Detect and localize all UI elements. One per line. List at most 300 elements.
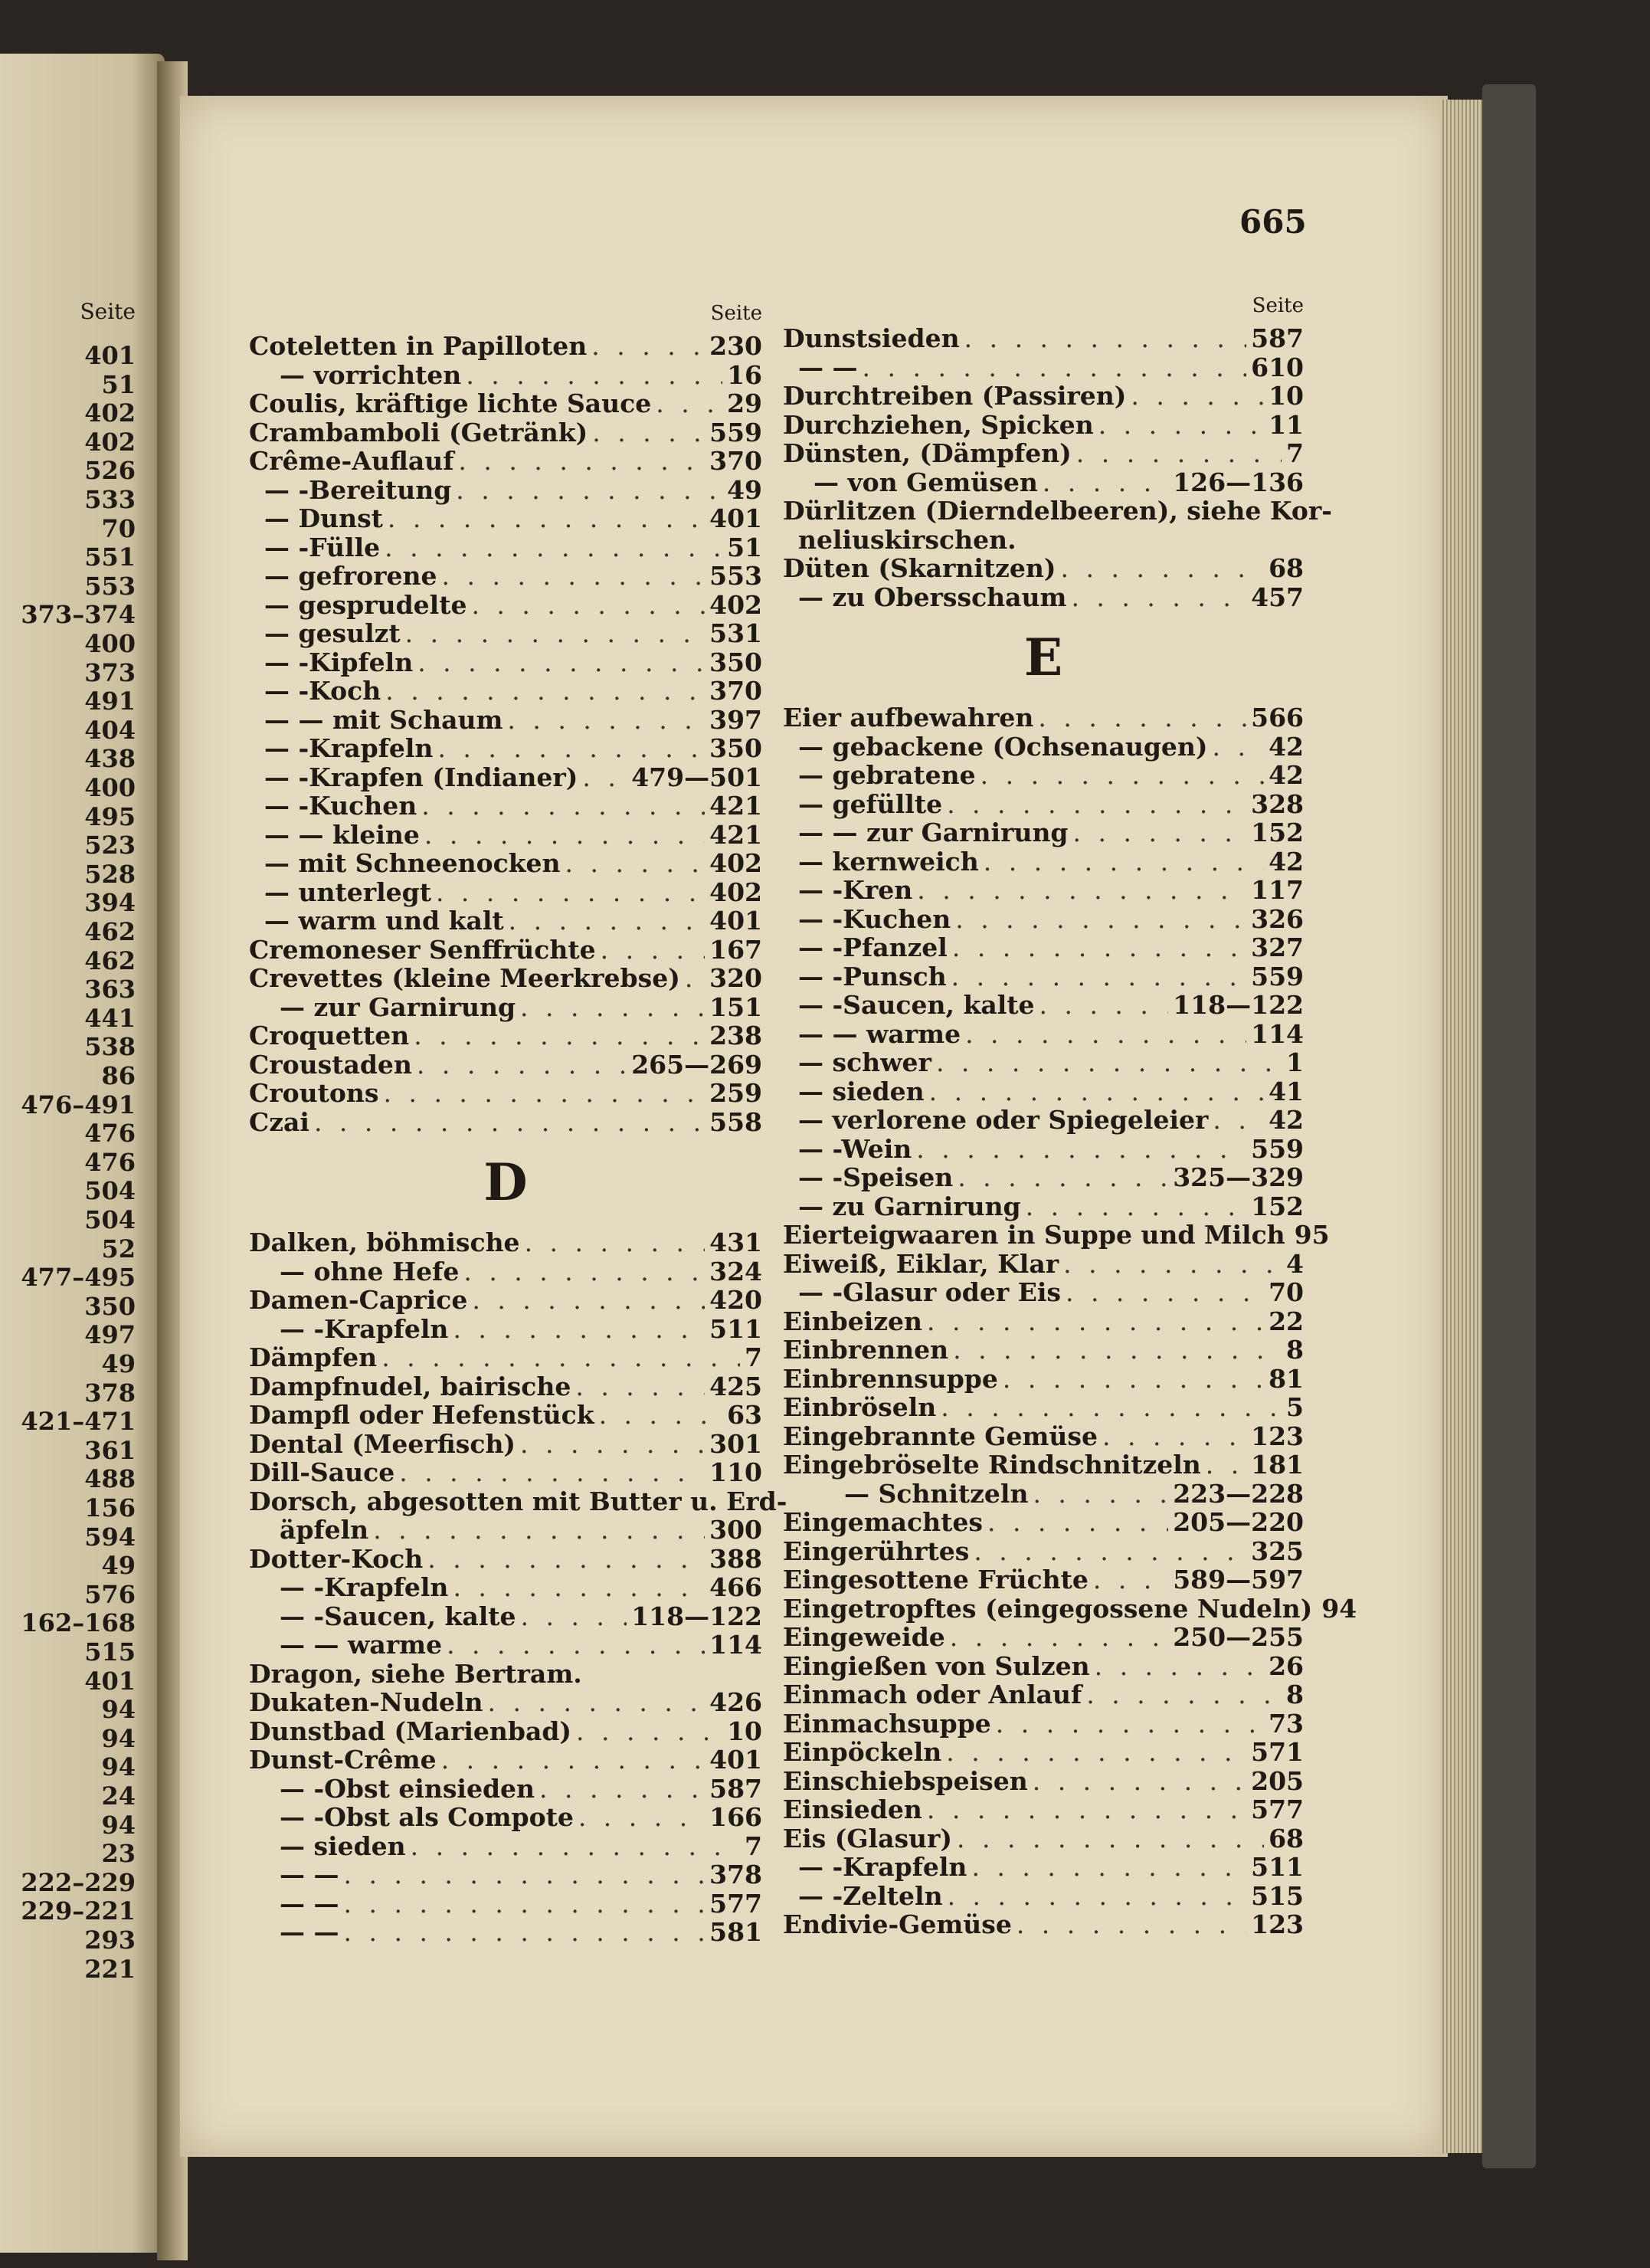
dot-leader (582, 763, 627, 792)
index-entry (249, 1286, 762, 1315)
column-header: Seite (1252, 294, 1304, 317)
dot-leader (971, 1853, 1246, 1882)
section-d-continued-entries (783, 323, 1332, 612)
left-page-number: 363 (84, 975, 136, 1005)
index-entry (783, 353, 1304, 382)
dot-leader (916, 1135, 1246, 1164)
entry-page: 587 (709, 1773, 762, 1804)
entry-label: Einbrennen (783, 1335, 949, 1365)
entry-page: 350 (709, 733, 762, 763)
index-entry (783, 554, 1304, 583)
entry-page: 420 (709, 1285, 762, 1315)
entry-page: 7 (745, 1830, 762, 1861)
entry-label: Dental (Meerfisch) (249, 1428, 516, 1459)
dot-leader (958, 1163, 1168, 1192)
left-page-header: Seite (80, 299, 136, 324)
left-page-number: 476–491 (21, 1090, 136, 1119)
entry-page: 152 (1251, 818, 1304, 847)
left-page-number: 162–168 (21, 1608, 136, 1638)
index-entry (249, 1717, 762, 1746)
dot-leader (436, 878, 705, 907)
dot-leader (1213, 1106, 1264, 1135)
dot-leader (456, 476, 722, 505)
index-entry (783, 1077, 1304, 1106)
dot-leader (1061, 554, 1265, 583)
dot-leader (463, 1257, 705, 1286)
entry-label: Dampfl oder Hefenstück (249, 1400, 594, 1430)
dot-leader (344, 1889, 706, 1919)
entry-page: 68 (1269, 553, 1304, 583)
index-entry (249, 1516, 762, 1545)
left-page-number: 293 (84, 1926, 136, 1955)
entry-page: 238 (709, 1021, 762, 1050)
dot-leader (1093, 1565, 1168, 1594)
index-entry (249, 389, 762, 418)
entry-page: 479—501 (631, 762, 762, 792)
index-entry (249, 1257, 762, 1286)
dot-leader (520, 1602, 627, 1631)
dot-leader (344, 1918, 706, 1947)
entry-page: 42 (1269, 846, 1304, 877)
entry-page: 402 (709, 848, 762, 878)
index-entry (249, 1545, 762, 1574)
entry-label: — — zur Garnirung (798, 818, 1069, 847)
index-entry (783, 1593, 1357, 1624)
entry-label: — sieden (798, 1076, 925, 1106)
left-page-number: 394 (84, 888, 136, 918)
entry-page: 559 (709, 417, 762, 447)
entry-page: 431 (709, 1227, 762, 1257)
entry-page: 401 (709, 906, 762, 936)
dot-leader (471, 591, 705, 620)
entry-page: 123 (1251, 1421, 1304, 1451)
index-entry (249, 1108, 762, 1137)
dot-leader (927, 1307, 1264, 1336)
entry-page: 167 (709, 934, 762, 965)
entry-label: Eiweiß, Eiklar, Klar (783, 1248, 1059, 1279)
entry-label: Dragon, siehe Bertram. (249, 1658, 582, 1689)
dot-leader (987, 1508, 1168, 1537)
entry-page: 457 (1251, 582, 1304, 612)
entry-page: 327 (1251, 932, 1304, 962)
dot-leader (941, 1393, 1282, 1422)
entry-page: 571 (1251, 1737, 1304, 1767)
dot-leader (488, 1688, 706, 1717)
left-page-number: 24 (101, 1781, 136, 1811)
entry-label: Einschiebspeisen (783, 1765, 1028, 1796)
entry-page: 205—220 (1173, 1507, 1304, 1537)
entry-page: 5 (1286, 1392, 1304, 1422)
index-entry (249, 418, 762, 447)
entry-page: 10 (727, 1716, 762, 1746)
entry-label: — -Krapfeln (280, 1572, 449, 1602)
left-page-number: 533 (84, 485, 136, 514)
entry-label: Durchziehen, Spicken (783, 409, 1094, 440)
entry-label: — -Kren (798, 875, 913, 905)
index-entry (249, 648, 762, 677)
entry-page: 118—122 (631, 1601, 762, 1631)
left-page-number: 504 (84, 1176, 136, 1206)
index-entry (783, 1393, 1304, 1422)
entry-label: Dämpfen (249, 1342, 378, 1372)
entry-label: — -Krapfen (Indianer) (264, 762, 578, 792)
index-entry (249, 878, 762, 907)
entry-label: Dorsch, abgesotten mit Butter u. Erd- (249, 1486, 787, 1516)
index-entry (249, 936, 762, 965)
index-entry (783, 1422, 1304, 1451)
entry-label: Eingemachtes (783, 1507, 983, 1537)
dot-leader (1033, 1767, 1246, 1796)
index-entry (249, 706, 762, 735)
entry-label: neliuskirschen. (798, 524, 1017, 555)
entry-label: Endivie-Gemüse (783, 1909, 1012, 1939)
index-entry (783, 962, 1304, 991)
index-entry (249, 677, 762, 706)
entry-label: — — mit Schaum (264, 704, 503, 735)
entry-label: Eingebröselte Rindschnitzeln (783, 1450, 1201, 1480)
entry-page: 320 (709, 963, 762, 993)
left-page-number: 438 (84, 744, 136, 774)
entry-page: 566 (1251, 703, 1304, 733)
entry-page: 181 (1251, 1450, 1304, 1480)
entry-label: Einpöckeln (783, 1737, 942, 1767)
entry-page: 42 (1269, 731, 1304, 762)
index-entry (783, 1135, 1304, 1164)
index-entry (783, 905, 1304, 934)
index-entry (249, 332, 762, 361)
index-entry (249, 1602, 762, 1631)
index-entry (783, 1307, 1304, 1336)
entry-label: Dunst-Crême (249, 1745, 437, 1775)
index-entry (249, 1486, 787, 1516)
dot-leader (1206, 1450, 1246, 1480)
entry-page: 402 (709, 589, 762, 620)
entry-label: — ohne Hefe (280, 1256, 460, 1286)
dot-leader (539, 1775, 705, 1804)
index-entry (249, 1745, 762, 1775)
index-entry (783, 1508, 1304, 1537)
index-entry (783, 1652, 1304, 1681)
dot-leader (411, 1832, 740, 1861)
dot-leader (1026, 1192, 1246, 1221)
left-page-number: 523 (84, 831, 136, 860)
index-entry (783, 1450, 1304, 1480)
index-entry (783, 761, 1304, 790)
dot-leader (1076, 439, 1282, 468)
entry-label: — zur Garnirung (280, 991, 516, 1022)
entry-label: Eis (Glasur) (783, 1823, 953, 1853)
entry-label: — -Punsch (798, 961, 947, 991)
index-entry (783, 1537, 1304, 1566)
index-entry (783, 583, 1304, 612)
entry-label: Eingebrannte Gemüse (783, 1421, 1098, 1451)
section-c-entries (249, 332, 762, 1136)
index-entry (249, 1372, 762, 1401)
left-page-number: 594 (84, 1522, 136, 1552)
dot-leader (863, 353, 1247, 382)
index-entry (783, 1738, 1304, 1767)
entry-label: — — (280, 1860, 339, 1889)
left-page-number: 51 (101, 369, 136, 399)
index-entry (783, 1910, 1304, 1939)
entry-page: 553 (709, 561, 762, 591)
entry-label: — -Fülle (264, 532, 381, 562)
index-entry (783, 496, 1332, 526)
entry-label: — zu Obersschaum (798, 582, 1067, 612)
entry-label: Einmach oder Anlauf (783, 1680, 1082, 1709)
index-entry (249, 1631, 762, 1660)
entry-label: Croustaden (249, 1049, 412, 1080)
entry-label: Dotter-Koch (249, 1543, 424, 1574)
dot-leader (1095, 1652, 1264, 1681)
section-letter-d: D (483, 1152, 528, 1212)
entry-label: Einbröseln (783, 1392, 937, 1422)
entry-label: Dampfnudel, bairische (249, 1371, 571, 1401)
index-entry (249, 1803, 762, 1832)
left-page-number: 94 (101, 1695, 136, 1725)
entry-page: 515 (1251, 1880, 1304, 1911)
index-entry (249, 792, 762, 821)
index-entry (783, 1192, 1304, 1221)
index-entry (249, 1660, 762, 1689)
index-entry (249, 1050, 762, 1080)
dot-leader (656, 389, 722, 418)
entry-page: 401 (709, 1745, 762, 1775)
index-entry (783, 1250, 1304, 1279)
left-page-number: 576 (84, 1579, 136, 1609)
entry-page: 73 (1269, 1708, 1304, 1739)
dot-leader (964, 324, 1247, 353)
entry-label: Coulis, kräftige lichte Sauce (249, 388, 652, 418)
entry-page: 110 (709, 1457, 762, 1487)
entry-label: Croutons (249, 1078, 379, 1108)
dot-leader (458, 447, 705, 476)
index-entry (249, 591, 762, 620)
entry-label: — -Krapfeln (280, 1313, 449, 1344)
entry-page: 577 (1251, 1794, 1304, 1824)
book-cover (1482, 84, 1536, 2168)
entry-page: 114 (709, 1630, 762, 1660)
entry-page: 152 (1251, 1191, 1304, 1221)
dot-leader (578, 1803, 705, 1832)
index-entry (783, 1020, 1304, 1049)
entry-label: Crevettes (kleine Meerkrebse) (249, 963, 680, 993)
left-page-number: 400 (84, 629, 136, 658)
entry-page: 300 (709, 1515, 762, 1545)
entry-page: 250—255 (1173, 1622, 1304, 1652)
page-number: 665 (1239, 203, 1307, 241)
section-letter-e: E (1023, 628, 1063, 687)
left-page-number: 538 (84, 1032, 136, 1062)
dot-leader (946, 1738, 1246, 1767)
index-entry (783, 733, 1304, 762)
entry-label: Dürlitzen (Dierndelbeeren), siehe Kor- (783, 496, 1332, 526)
entry-label: Croquetten (249, 1021, 410, 1050)
dot-leader (1213, 733, 1265, 762)
left-page-number: 477–495 (21, 1263, 136, 1293)
index-entry (783, 1336, 1304, 1365)
dot-leader (447, 1631, 705, 1660)
dot-leader (1071, 583, 1246, 612)
entry-label: — — kleine (264, 819, 420, 850)
dot-leader (1039, 991, 1168, 1020)
entry-label: Eingetropftes (eingegossene Nudeln) (783, 1593, 1313, 1624)
dot-leader (592, 418, 705, 447)
index-entry (783, 1680, 1304, 1709)
dot-leader (981, 761, 1264, 790)
entry-page: 26 (1269, 1650, 1304, 1681)
left-page-number: 94 (101, 1752, 136, 1782)
entry-page: 230 (709, 331, 762, 361)
entry-page: 51 (727, 532, 762, 562)
entry-label: — gefüllte (798, 788, 943, 819)
entry-label: Coteletten in Papilloten (249, 331, 588, 361)
entry-label: Dunstsieden (783, 323, 960, 353)
entry-label: Eingießen von Sulzen (783, 1650, 1090, 1681)
dot-leader (947, 790, 1246, 819)
entry-label: Dill-Sauce (249, 1457, 395, 1487)
left-page-number: 52 (101, 1234, 136, 1263)
left-page-number: 476 (84, 1147, 136, 1177)
index-entry (783, 468, 1304, 497)
entry-label: Crême-Auflauf (249, 446, 454, 476)
entry-label: Eier aufbewahren (783, 703, 1034, 733)
left-page-number: 378 (84, 1378, 136, 1408)
entry-page: 265—269 (631, 1049, 762, 1080)
entry-label: — — warme (798, 1018, 961, 1049)
dot-leader (565, 849, 706, 878)
dot-leader (1003, 1365, 1264, 1394)
left-page-number: 156 (84, 1493, 136, 1522)
index-entry (249, 361, 762, 390)
dot-leader (414, 1021, 705, 1050)
entry-page: 350 (709, 647, 762, 677)
left-page-number: 515 (84, 1637, 136, 1667)
entry-label: — — (280, 1917, 339, 1947)
index-entry (783, 933, 1304, 962)
entry-page: 421 (709, 819, 762, 850)
index-entry (249, 964, 762, 993)
entry-page: 325—329 (1173, 1162, 1304, 1192)
left-page-number: 373–374 (21, 600, 136, 630)
entry-label: — -Obst als Compote (280, 1802, 574, 1832)
dot-leader (421, 792, 705, 821)
dot-leader (453, 1573, 705, 1602)
left-page-number: 401 (84, 341, 136, 370)
entry-label: Dalken, böhmische (249, 1227, 520, 1257)
dot-leader (385, 533, 722, 562)
entry-page: 123 (1251, 1909, 1304, 1939)
entry-label: — -Kipfeln (264, 647, 414, 677)
dot-leader (381, 1343, 740, 1372)
index-entry (249, 447, 762, 476)
entry-page: 259 (709, 1078, 762, 1108)
index-entry (783, 411, 1304, 440)
index-entry (249, 504, 762, 533)
entry-page: 7 (745, 1342, 762, 1372)
entry-page: 325 (1251, 1535, 1304, 1566)
index-entry (249, 1573, 762, 1602)
left-page-number: 23 (101, 1839, 136, 1869)
entry-page: 326 (1251, 903, 1304, 934)
entry-label: — unterlegt (264, 877, 431, 907)
entry-label: Dukaten-Nudeln (249, 1687, 483, 1717)
entry-label: — -Koch (264, 676, 381, 706)
entry-page: 8 (1286, 1335, 1304, 1365)
dot-leader (1038, 703, 1246, 733)
index-entry (249, 562, 762, 591)
entry-label: Düten (Skarnitzen) (783, 553, 1056, 583)
left-page-number: 441 (84, 1003, 136, 1033)
entry-page: 370 (709, 446, 762, 476)
entry-page: 118—122 (1173, 990, 1304, 1020)
dot-leader (1066, 1278, 1264, 1307)
dot-leader (951, 962, 1246, 991)
entry-page: 370 (709, 676, 762, 706)
left-page-number: 94 (101, 1810, 136, 1840)
entry-label: — kernweich (798, 846, 979, 877)
dot-leader (383, 1079, 705, 1108)
dot-leader (953, 1336, 1282, 1365)
entry-label: Einbrennsuppe (783, 1363, 998, 1394)
entry-page: 559 (1251, 961, 1304, 991)
entry-label: — schwer (798, 1047, 931, 1077)
left-page-number: 528 (84, 859, 136, 889)
entry-label: — gebratene (798, 760, 976, 790)
dot-leader (685, 964, 705, 993)
entry-page: 1 (1286, 1047, 1304, 1077)
column-header: Seite (710, 302, 762, 325)
index-entry (249, 1343, 762, 1372)
entry-page: 388 (709, 1543, 762, 1574)
dot-leader (957, 1824, 1264, 1853)
entry-page: 8 (1286, 1680, 1304, 1709)
entry-page: 402 (709, 877, 762, 907)
entry-page: 589—597 (1173, 1565, 1304, 1594)
dot-leader (472, 1286, 705, 1315)
entry-page: 425 (709, 1371, 762, 1401)
index-column-right (783, 287, 1357, 1939)
entry-page: 223—228 (1173, 1478, 1304, 1509)
left-page-number: 222–229 (21, 1867, 136, 1897)
dot-leader (996, 1709, 1264, 1739)
left-page-number: 373 (84, 657, 136, 687)
index-entry (783, 1824, 1304, 1853)
index-entry (783, 1767, 1304, 1796)
dot-leader (591, 332, 705, 361)
dot-leader (1033, 1480, 1168, 1509)
index-entry (783, 703, 1304, 733)
left-page-number: 462 (84, 946, 136, 975)
index-entry (249, 1458, 762, 1487)
entry-page: 49 (727, 474, 762, 505)
index-entry (783, 382, 1304, 411)
index-entry (783, 1623, 1304, 1652)
entry-page: 301 (709, 1428, 762, 1459)
section-d-entries (249, 1227, 787, 1947)
left-page-number: 421–471 (21, 1407, 136, 1437)
entry-page: 577 (709, 1888, 762, 1919)
index-entry (783, 1106, 1304, 1135)
entry-label: — -Bereitung (264, 474, 452, 505)
entry-label: — von Gemüsen (814, 467, 1038, 497)
index-entry (249, 1315, 762, 1344)
dot-leader (507, 706, 705, 735)
index-entry (783, 1565, 1304, 1594)
left-page-number: 401 (84, 1666, 136, 1696)
left-page-number: 491 (84, 687, 136, 716)
entry-page: 610 (1251, 352, 1304, 382)
